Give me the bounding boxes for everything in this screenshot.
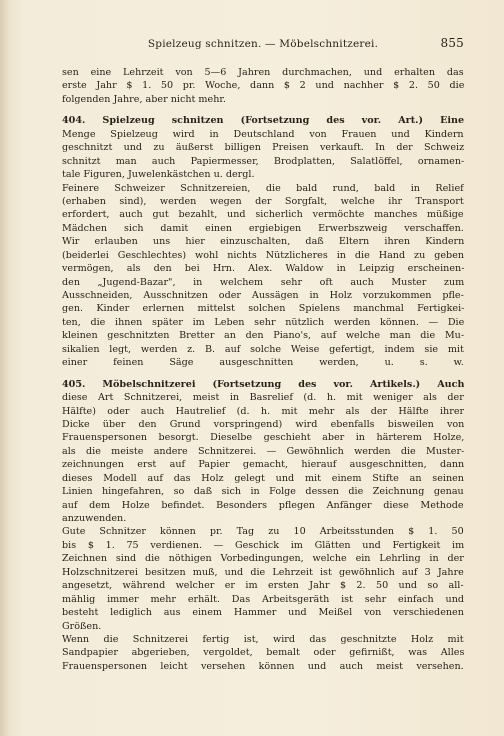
text-line: Gute Schnitzer können pr. Tag zu 10 Arbeitsstunden $ 1. 50 — [62, 526, 464, 538]
text-line: Wir erlauben uns hier einzuschalten, daß Eltern ihren Kindern — [62, 236, 464, 248]
text-line: erfordert, auch gut bezahlt, und sicherlich vermöchte manches müßige — [62, 209, 464, 221]
paragraph-gap — [62, 370, 464, 378]
text-line: Zeichnen sind die nöthigen Vorbedingungen, welche ein Lehrling in der — [62, 553, 464, 565]
text-line: geschnitzt und zu äußerst billigen Preisen verkauft. In der Schweiz — [62, 142, 464, 154]
text-line: einer feinen Säge ausgeschnitten werden, u. s. w. — [62, 357, 464, 369]
text-line: Sandpapier abgerieben, vergoldet, bemalt oder gefirnißt, was Alles — [62, 647, 464, 659]
text-line: (erhaben sind), werden wegen der Sorgfalt, welche ihr Transport — [62, 195, 464, 207]
page-gutter — [0, 0, 10, 736]
text-line: als die meiste andere Schnitzerei. — Gewöhnlich werden die Muster- — [62, 445, 464, 457]
text-line: Menge Spielzeug wird in Deutschland von Frauen und Kindern — [62, 128, 464, 140]
text-line: ten, die ihnen später im Leben sehr nützlich werden können. — Die — [62, 316, 464, 328]
text-line: gen. Kinder erlernen mittelst solchen Spielens manchmal Fertigkei- — [62, 303, 464, 315]
text-line: anzuwenden. — [62, 513, 127, 524]
text-line: Größen. — [62, 620, 102, 632]
text-line: Dicke über den Grund vorspringend) wird ebenfalls bisweilen von — [62, 418, 464, 430]
text-line: zeichnungen erst auf Papier gemacht, hierauf ausgeschnitten, dann — [62, 459, 464, 471]
text-line: kleinen geschnitzten Bretter an den Piano's, auf welche man die Mu- — [62, 330, 464, 342]
text-line: tale Figuren, Juwelenkästchen u. dergl. — [62, 169, 255, 181]
text-line: Feinere Schweizer Schnitzereien, die bald rund, bald in Relief — [62, 182, 464, 194]
text-line: Frauenspersonen besorgt. Dieselbe geschieht aber in härterem Holze, — [62, 432, 464, 444]
text-line: den „Jugend-Bazar", in welchem sehr oft auch Muster zum — [62, 276, 464, 288]
running-title: Spielzeug schnitzen. — Möbelschnitzerei. — [147, 38, 379, 50]
text-line: sen eine Lehrzeit von 5—6 Jahren durchmachen, und erhalten das — [62, 67, 464, 78]
text-line: Ausschneiden, Ausschnitzen oder Aussägen in Holz vorzukommen pfle- — [62, 290, 464, 301]
text-line: Wenn die Schnitzerei fertig ist, wird das geschnitzte Holz mit — [62, 633, 464, 645]
page-body — [62, 66, 464, 673]
text-line: besteht lediglich aus einem Hammer und Meißel von verschiedenen — [62, 607, 464, 619]
text-line: Hälfte) oder auch Hautrelief (d. h. mit mehr als der Hälfte ihrer — [62, 405, 464, 417]
section-405-heading-line: 405. Möbelschnitzerei (Fortsetzung des vor. Artikels.) Auch — [62, 378, 464, 390]
text-line: erste Jahr $ 1. 50 pr. Woche, dann $ 2 und nachher $ 2. 50 die — [62, 80, 464, 92]
page-number: 855 — [440, 36, 464, 50]
text-line: vermögen, als den bei Hrn. Alex. Waldow in Leipzig erscheinen- — [62, 263, 464, 275]
text-line: Frauenspersonen leicht versehen können und auch meist versehen. — [62, 660, 464, 672]
section-404-heading-line: 404. Spielzeug schnitzen (Fortsetzung des vor. Art.) Eine — [62, 115, 464, 127]
text-line: Mädchen sich damit einen ergiebigen Erwerbszweig verschaffen. — [62, 222, 464, 234]
text-line: bis $ 1. 75 verdienen. — Geschick im Glätten und Fertigkeit im — [62, 539, 464, 551]
text-line: diese Art Schnitzerei, meist in Basrelief (d. h. mit weniger als der — [62, 392, 464, 404]
paragraph-gap — [62, 106, 464, 114]
text-line: (beiderlei Geschlechtes) wohl nichts Nützlicheres in die Hand zu geben — [62, 249, 464, 261]
text-line: schnitzt man auch Papiermesser, Brodplatten, Salatlöffel, ornamen- — [62, 155, 464, 167]
text-line: angesetzt, während welcher er im ersten Jahr $ 2. 50 und so all- — [62, 580, 464, 592]
running-header — [62, 38, 464, 54]
text-line: dieses Modell auf das Holz gelegt und mit einem Stifte an seinen — [62, 472, 464, 484]
text-line: auf dem Holze befindet. Besonders pflegen Anfänger diese Methode — [62, 499, 464, 511]
text-line: mählig immer mehr erhält. Das Arbeitsgeräth ist sehr einfach und — [62, 593, 464, 605]
text-line: Holzschnitzerei besitzen muß, und die Lehrzeit ist gewöhnlich auf 3 Jahre — [62, 566, 464, 578]
text-line: Linien hingefahren, so daß sich in Folge dessen die Zeichnung genau — [62, 486, 464, 498]
text-line: sikalien legt, werden z. B. auf solche Weise gefertigt, indem sie mit — [62, 343, 464, 355]
text-line: folgenden Jahre, aber nicht mehr. — [62, 93, 226, 105]
